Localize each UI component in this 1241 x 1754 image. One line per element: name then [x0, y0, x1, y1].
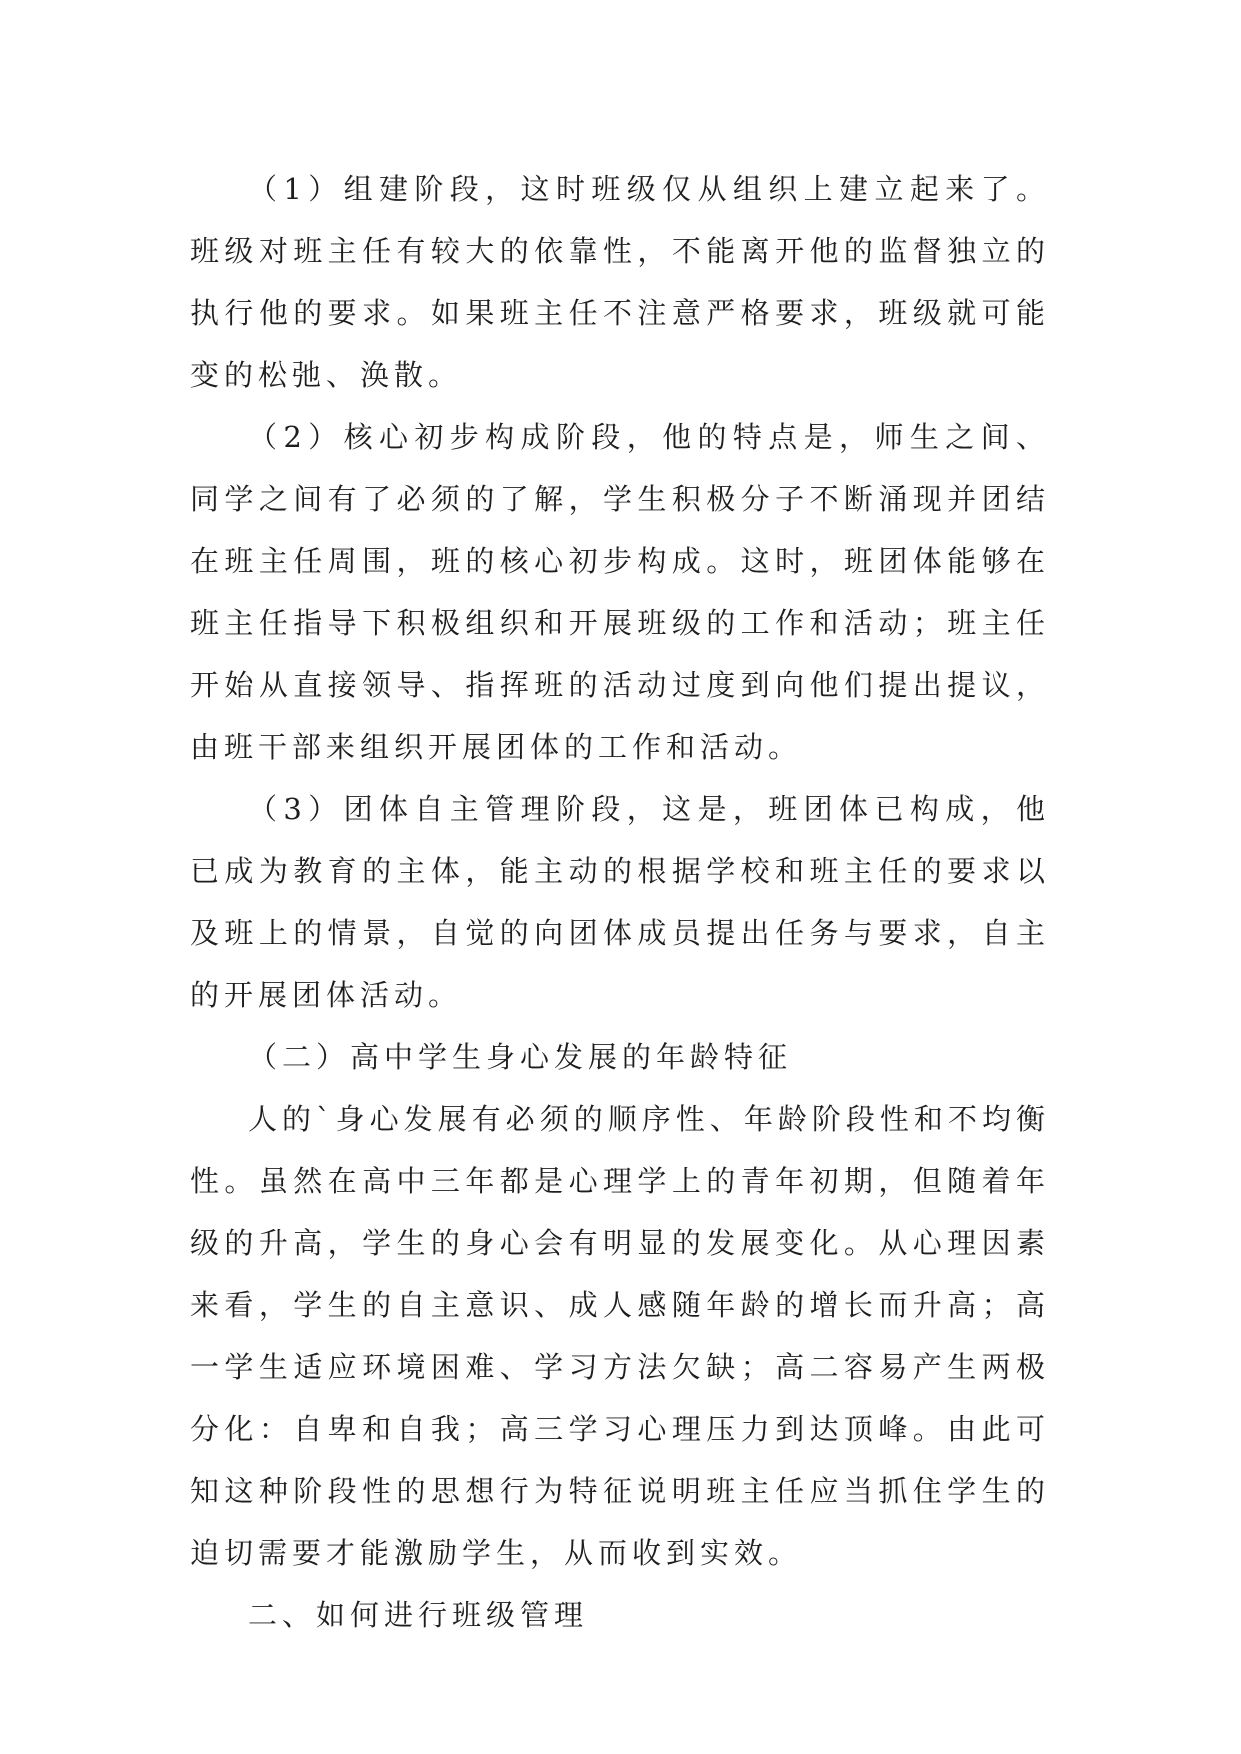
paragraph-age-features: 人的`身心发展有必须的顺序性、年龄阶段性和不均衡性。虽然在高中三年都是心理学上的青年初期，但随着年级的升高，学生的身心会有明显的发展变化。从心理因素来看，学生的自主意识、成人感随年龄的增长而升高；高一学生适应环境困难、学习方法欠缺；高二容易产生两极分化：自卑和自我；高三学习心理压力到达顶峰。由此可知这种阶段性的思想行为特征说明班主任应当抓住学生的迫切需要才能激励学生，从而收到实效。: [190, 1102, 1050, 1570]
paragraph-stage-3: （3）团体自主管理阶段，这是，班团体已构成，他已成为教育的主体，能主动的根据学校和班主任的要求以及班上的情景，自觉的向团体成员提出任务与要求，自主的开展团体活动。: [190, 792, 1050, 1012]
paragraph-stage-2: （2）核心初步构成阶段，他的特点是，师生之间、同学之间有了必须的了解，学生积极分子不断涌现并团结在班主任周围，班的核心初步构成。这时，班团体能够在班主任指导下积极组织和开展班级的工作和活动；班主任开始从直接领导、指挥班的活动过度到向他们提出提议，由班干部来组织开展团体的工作和活动。: [190, 420, 1050, 764]
paragraph-stage-1: （1）组建阶段，这时班级仅从组织上建立起来了。班级对班主任有较大的依靠性，不能离开他的监督独立的执行他的要求。如果班主任不注意严格要求，班级就可能变的松弛、涣散。: [190, 172, 1050, 392]
document-body: [190, 158, 1050, 1646]
section-heading-class-management: 二、如何进行班级管理: [248, 1598, 589, 1632]
section-heading-age-features: （二）高中学生身心发展的年龄特征: [248, 1040, 793, 1074]
